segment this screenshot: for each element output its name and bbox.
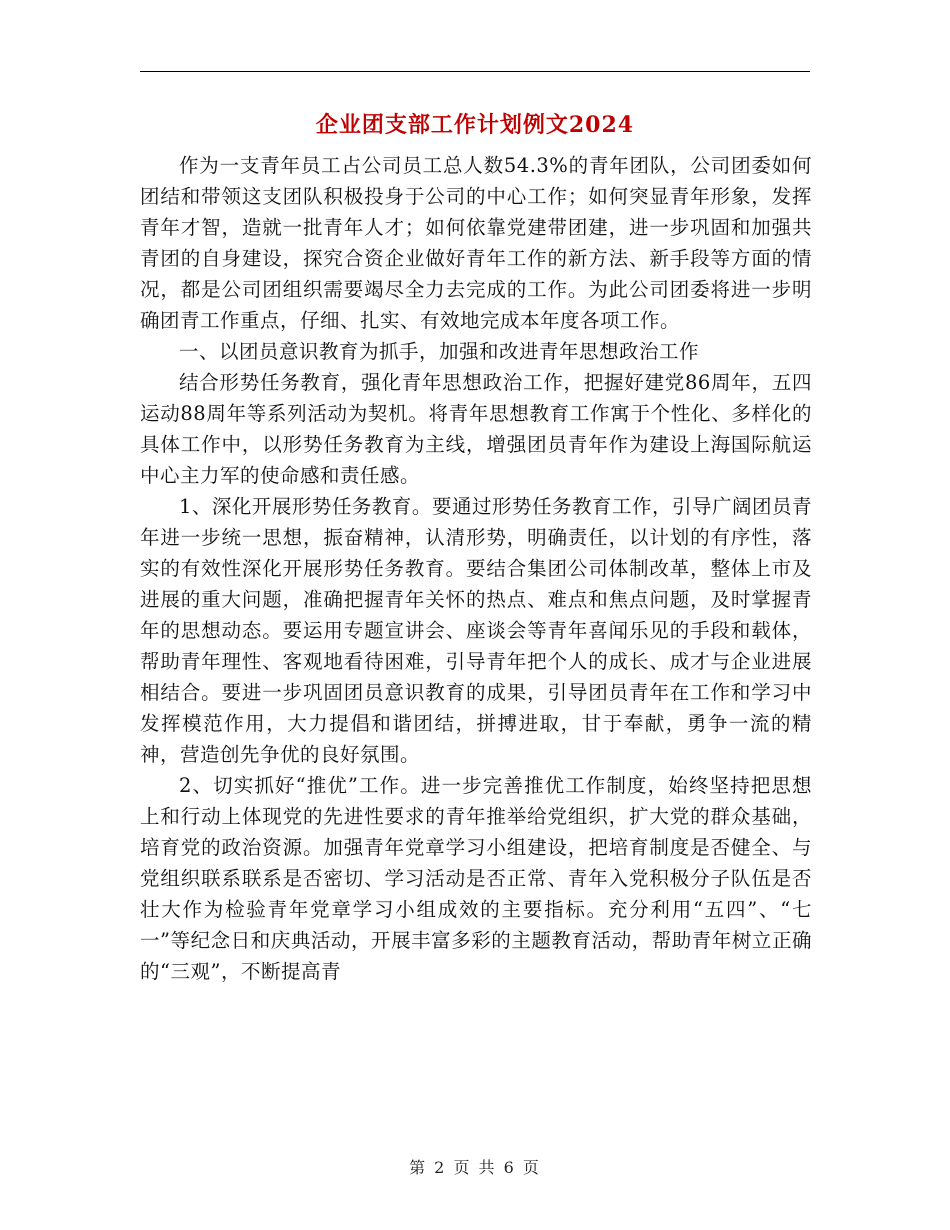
page-footer: 第 2 页 共 6 页 (409, 1158, 541, 1177)
section-heading-1: 一、以团员意识教育为抓手，加强和改进青年思想政治工作 (179, 340, 700, 363)
paragraph-item-2: 2、切实抓好“推优”工作。进一步完善推优工作制度，始终坚持把思想上和行动上体现党的先进性要求的青年推举给党组织，扩大党的群众基础，培育党的政治资源。加强青年党章学习小组建设，把培育制度是否健全、与党组织联系联系是否密切、学习活动是否正常、青年入党积极分子队伍是否壮大作为检验青年党章学习小组成效的主要指标。充分利用“五四”、“七一”等纪念日和庆典活动，开展丰富多彩的主题教育活动，帮助青年树立正确的“三观”，不断提高青 (140, 774, 812, 983)
paragraph-section-1: 结合形势任务教育，强化青年思想政治工作，把握好建党86周年，五四运动88周年等系列活动为契机。将青年思想教育工作寓于个性化、多样化的具体工作中，以形势任务教育为主线，增强团员青年作为建设上海国际航运中心主力军的使命感和责任感。 (140, 371, 812, 487)
paragraph-intro: 作为一支青年员工占公司员工总人数54.3%的青年团队，公司团委如何团结和带领这支团队积极投身于公司的中心工作；如何突显青年形象，发挥青年才智，造就一批青年人才；如何依靠党建带团建，进一步巩固和加强共青团的自身建设，探究合资企业做好青年工作的新方法、新手段等方面的情况，都是公司团组织需要竭尽全力去完成的工作。为此公司团委将进一步明确团青工作重点，仔细、扎实、有效地完成本年度各项工作。 (140, 154, 812, 332)
document-body (140, 150, 812, 987)
paragraph-item-1: 1、深化开展形势任务教育。要通过形势任务教育工作，引导广阔团员青年进一步统一思想，振奋精神，认清形势，明确责任，以计划的有序性，落实的有效性深化开展形势任务教育。要结合集团公司体制改革，整体上市及进展的重大问题，准确把握青年关怀的热点、难点和焦点问题，及时掌握青年的思想动态。要运用专题宣讲会、座谈会等青年喜闻乐见的手段和载体，帮助青年理性、客观地看待困难，引导青年把个人的成长、成才与企业进展相结合。要进一步巩固团员意识教育的成果，引导团员青年在工作和学习中发挥模范作用，大力提倡和谐团结，拼搏进取，甘于奉献，勇争一流的精神，营造创先争优的良好氛围。 (140, 495, 812, 766)
header-rule (140, 71, 810, 72)
document-title: 企业团支部工作计划例文2024 (315, 112, 635, 138)
